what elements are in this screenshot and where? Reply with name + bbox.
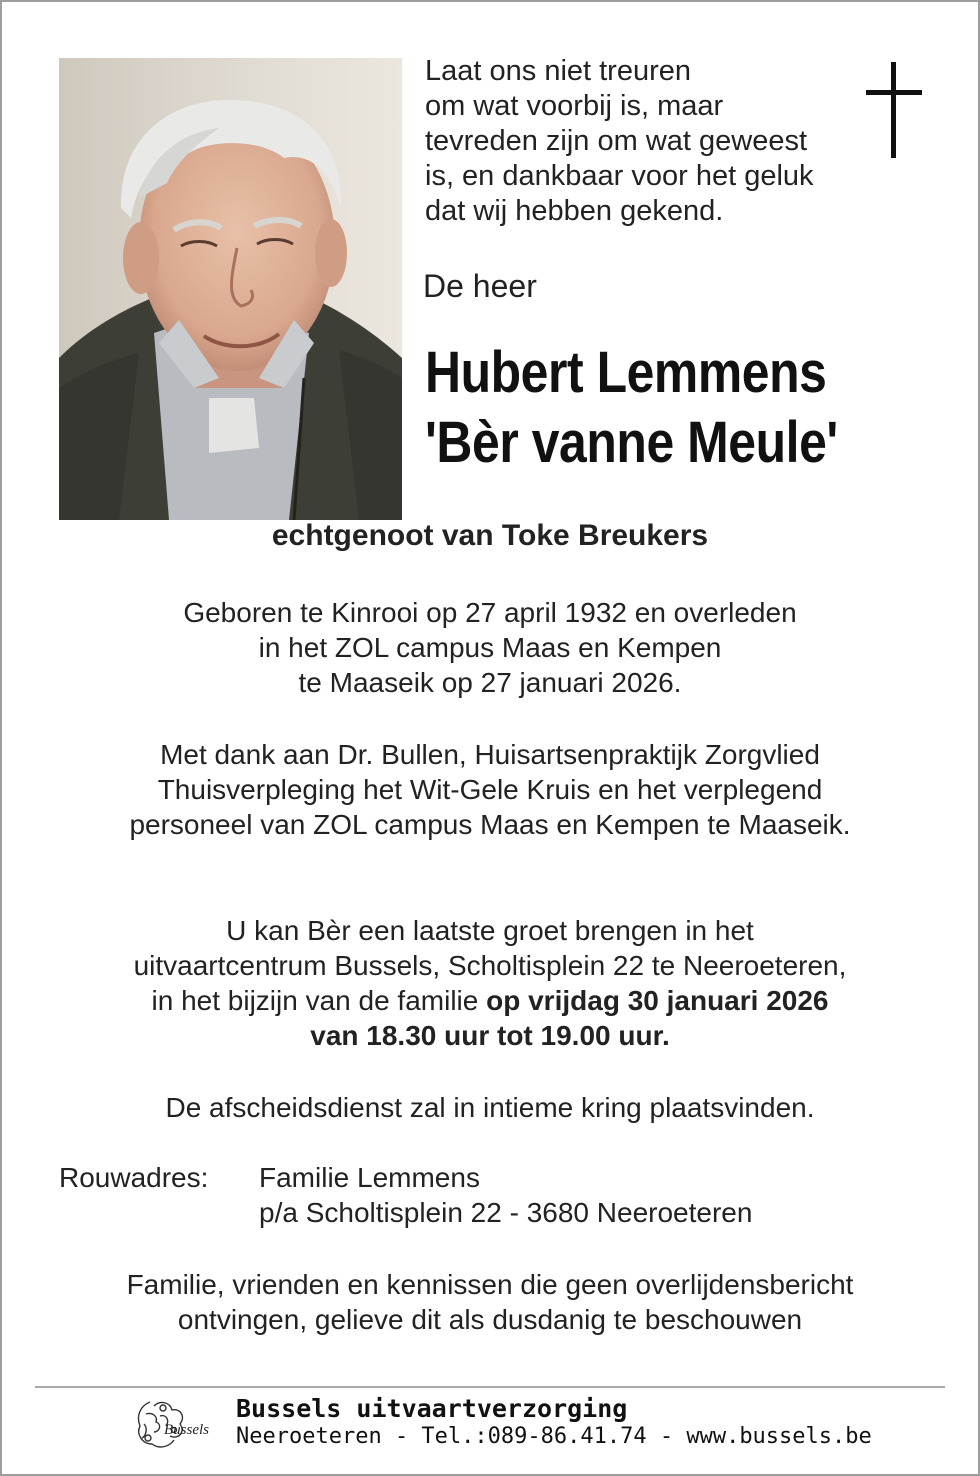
visit-line: U kan Bèr een laatste groet brengen in het	[226, 915, 754, 946]
visit-date: op vrijdag 30 januari 2026	[486, 985, 829, 1016]
address-line: p/a Scholtisplein 22 - 3680 Neeroeteren	[259, 1197, 753, 1228]
service-notice	[0, 1090, 980, 1125]
poem-line: Laat ons niet treuren	[425, 55, 692, 87]
honorific: De heer	[423, 268, 537, 304]
birth-line: te Maaseik op 27 januari 2026.	[298, 667, 682, 698]
visit-line-3	[0, 983, 980, 1018]
portrait-photo	[59, 58, 402, 520]
visit-line: uitvaartcentrum Bussels, Scholtisplein 22 te Neeroeteren,	[133, 950, 847, 981]
poem	[425, 54, 865, 229]
funeral-home-contact: Neeroeteren - Tel.:089-86.41.74 - www.bussels.be	[236, 1424, 872, 1449]
address-value	[259, 1160, 752, 1230]
thanks-line: Thuisverpleging het Wit-Gele Kruis en het verplegend	[157, 774, 823, 805]
latin-cross-icon	[866, 62, 922, 158]
footer-divider	[35, 1386, 945, 1388]
poem-line: is, en dankbaar voor het geluk	[425, 160, 814, 192]
thanks-paragraph	[0, 737, 980, 842]
visit-time: van 18.30 uur tot 19.00 uur.	[310, 1020, 670, 1051]
bussels-logo-icon	[130, 1394, 222, 1452]
visitation-paragraph	[0, 913, 980, 1053]
address-label: Rouwadres:	[59, 1162, 209, 1193]
spouse-line: echtgenoot van Toke Breukers	[271, 519, 709, 552]
birth-death-info	[0, 595, 980, 700]
service-line: De afscheidsdienst zal in intieme kring plaatsvinden.	[165, 1092, 815, 1123]
birth-line: in het ZOL campus Maas en Kempen	[258, 632, 722, 663]
poem-line: om wat voorbij is, maar	[425, 90, 724, 122]
deceased-name: Hubert Lemmens	[425, 340, 827, 405]
closing-notice	[0, 1267, 980, 1337]
poem-line: tevreden zijn om wat geweest	[425, 125, 808, 157]
thanks-line: Met dank aan Dr. Bullen, Huisartsenpraktijk Zorgvlied	[160, 739, 820, 770]
notice-line: ontvingen, gelieve dit als dusdanig te beschouwen	[177, 1304, 803, 1335]
poem-line: dat wij hebben gekend.	[425, 195, 724, 227]
address-line: Familie Lemmens	[259, 1162, 480, 1193]
birth-line: Geboren te Kinrooi op 27 april 1932 en overleden	[183, 597, 797, 628]
funeral-home-name: Bussels uitvaartverzorging	[236, 1394, 628, 1423]
notice-line: Familie, vrienden en kennissen die geen overlijdensbericht	[126, 1269, 854, 1300]
logo-text: Bussels	[164, 1422, 209, 1438]
visit-text: in het bijzijn van de familie	[151, 985, 487, 1016]
deceased-nickname: 'Bèr vanne Meule'	[425, 410, 838, 475]
deceased-name-block	[425, 338, 889, 478]
thanks-line: personeel van ZOL campus Maas en Kempen te Maaseik.	[129, 809, 851, 840]
